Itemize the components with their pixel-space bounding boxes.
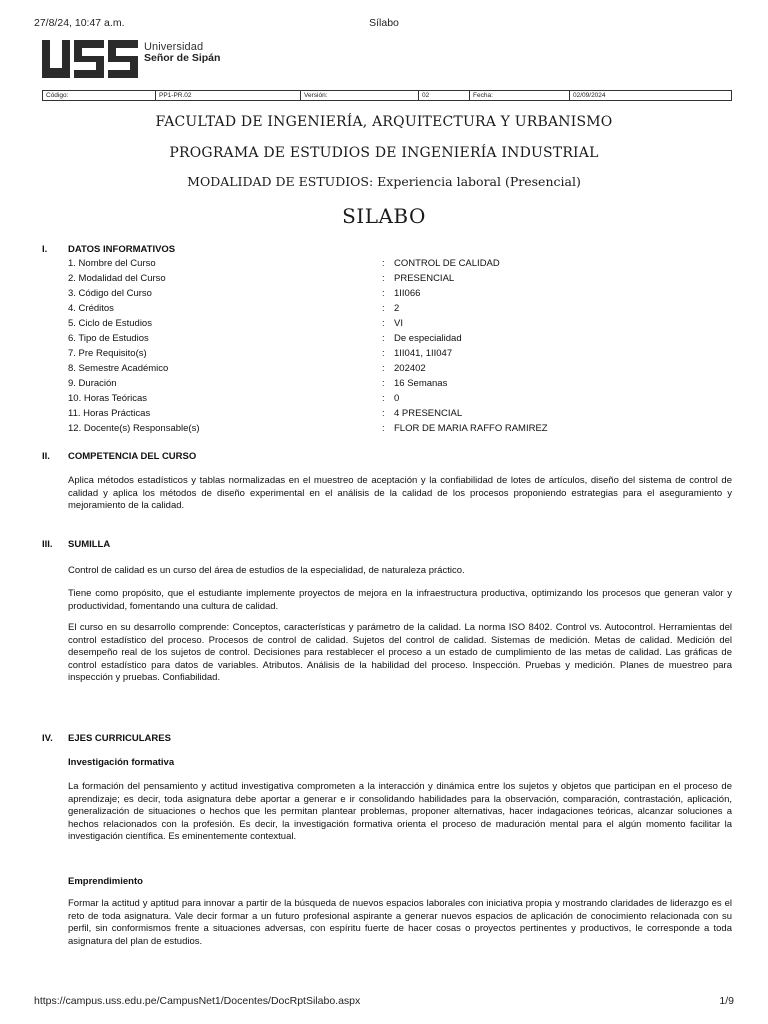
info-label: 8. Semestre Académico <box>68 363 169 374</box>
print-header <box>34 17 734 31</box>
info-label: 12. Docente(s) Responsable(s) <box>68 423 200 434</box>
info-value: 1II041, 1II047 <box>394 348 453 359</box>
university-logo <box>42 40 222 78</box>
fecha-value: 02/09/2024 <box>570 91 732 101</box>
print-page-title: Sílabo <box>369 17 399 29</box>
info-sep: : <box>382 348 385 359</box>
info-sep: : <box>382 363 385 374</box>
info-value: 16 Semanas <box>394 378 448 389</box>
info-sep: : <box>382 318 385 329</box>
section-number: III. <box>42 539 53 550</box>
info-label: 7. Pre Requisito(s) <box>68 348 147 359</box>
section-title: SUMILLA <box>68 539 111 550</box>
info-value: 1II066 <box>394 288 421 299</box>
info-sep: : <box>382 378 385 389</box>
section-heading-sumilla <box>42 539 110 550</box>
section-heading-ejes <box>42 733 171 744</box>
program-title: PROGRAMA DE ESTUDIOS DE INGENIERÍA INDUSTRIAL <box>169 145 599 161</box>
faculty-title: FACULTAD DE INGENIERÍA, ARQUITECTURA Y URBANISMO <box>155 114 613 130</box>
info-row <box>68 288 732 303</box>
info-row <box>68 423 732 438</box>
sumilla-paragraph-2: Tiene como propósito, que el estudiante implemente proyectos de mejora en la infraestructura productiva, optimizando los procesos que generan valor y productividad, fomentando una cultura de calidad. <box>68 588 732 612</box>
info-sep: : <box>382 258 385 269</box>
emprendimiento-heading: Emprendimiento <box>68 876 143 887</box>
sumilla-paragraph-3: El curso en su desarrollo comprende: Conceptos, características y parámetro de la calidad. La norma ISO 8402. Control vs. Autocontrol. Herramientas del control estadístico del proceso. Procesos de control de calidad. Sujetos del control de calidad. Sistemas de medición. Metas de calidad. Medición del desempeño real de los sujetos de control. Decisiones para restablecer el proceso a un estado de cumplimiento de las metas de calidad. Las gráficas de control estadístico para datos de variables. Atributos. Análisis de la habilidad del proceso. Inspección. Pruebas y medición. Planes de muestreo para inspección y pruebas. Confiabilidad. <box>68 622 732 683</box>
print-datetime: 27/8/24, 10:47 a.m. <box>34 17 125 29</box>
info-value: CONTROL DE CALIDAD <box>394 258 500 269</box>
version-value: 02 <box>419 91 470 101</box>
version-label: Versión: <box>301 91 419 101</box>
info-sep: : <box>382 333 385 344</box>
info-sep: : <box>382 393 385 404</box>
info-row <box>68 348 732 363</box>
print-footer <box>34 995 734 1009</box>
info-sep: : <box>382 273 385 284</box>
document-control-table <box>42 90 732 101</box>
info-value: FLOR DE MARIA RAFFO RAMIREZ <box>394 423 548 434</box>
info-row <box>68 378 732 393</box>
logo-line-1: Universidad <box>144 41 204 53</box>
info-label: 10. Horas Teóricas <box>68 393 148 404</box>
modality-title: MODALIDAD DE ESTUDIOS: Experiencia laboral (Presencial) <box>187 174 581 189</box>
logo-line-2: Señor de Sipán <box>144 52 221 64</box>
info-value: PRESENCIAL <box>394 273 455 284</box>
competencia-paragraph: Aplica métodos estadísticos y tablas normalizadas en el muestreo de aceptación y la confiabilidad de lotes de artículos, diseño del sistema de control de calidad y aplica los métodos de diseño experimental en el análisis de la calidad de los procesos proponiendo estrategias para el aseguramiento y mejoramiento de la calidad. <box>68 475 732 511</box>
info-sep: : <box>382 423 385 434</box>
codigo-label: Código: <box>43 91 156 101</box>
section-number: II. <box>42 451 50 462</box>
info-value: 4 PRESENCIAL <box>394 408 463 419</box>
info-row <box>68 258 732 273</box>
info-sep: : <box>382 408 385 419</box>
info-label: 5. Ciclo de Estudios <box>68 318 152 329</box>
info-sep: : <box>382 288 385 299</box>
investigacion-paragraph: La formación del pensamiento y actitud investigativa comprometen a la interacción y dinámica entre los sujetos y objetos que participan en el proceso de aprendizaje; es decir, toda asignatura debe aportar a generar e ir consolidando habilidades para la observación, comparación, contrastación, aplicación, generalización de situaciones o hechos que les permitan plantear problemas, proponer alternativas, hacer indagaciones teóricas, alcanzar soluciones a hechos relacionados con la profesión. Es decir, la investigación formativa orienta el proceso de maduración mental para el algún momento facilitar la investigación científica. Es eminentemente contextual. <box>68 781 732 842</box>
info-row <box>68 363 732 378</box>
info-row <box>68 333 732 348</box>
emprendimiento-paragraph: Formar la actitud y aptitud para innovar a partir de la búsqueda de nuevos espacios laborales con iniciativa propia y mostrando claridades de liderazgo es el reto de toda asignatura. Vale decir formar a un futuro profesional aspirante a generar nuevos espacios de aplicación de conocimiento relacionada con su perfil, sin conformismos frente a situaciones adversas, con espíritu fuerte de hacer cosas o proyectos pertinentes y productivos, le corresponde a toda asignatura del plan de estudios. <box>68 898 732 947</box>
section-number: IV. <box>42 733 53 744</box>
print-page-counter: 1/9 <box>719 995 734 1007</box>
section-title: COMPETENCIA DEL CURSO <box>68 451 197 462</box>
info-row <box>68 273 732 288</box>
info-sep: : <box>382 303 385 314</box>
print-url: https://campus.uss.edu.pe/CampusNet1/Docentes/DocRptSilabo.aspx <box>34 995 361 1007</box>
info-value: 2 <box>394 303 400 314</box>
codigo-value: PP1-PR.02 <box>156 91 301 101</box>
info-row <box>68 393 732 408</box>
info-label: 6. Tipo de Estudios <box>68 333 149 344</box>
info-label: 9. Duración <box>68 378 117 389</box>
section-title: DATOS INFORMATIVOS <box>68 244 176 255</box>
info-label: 3. Código del Curso <box>68 288 152 299</box>
info-value: 0 <box>394 393 400 404</box>
section-number: I. <box>42 244 48 255</box>
info-row <box>68 408 732 423</box>
section-heading-competencia <box>42 451 196 462</box>
section-heading-datos <box>42 244 175 255</box>
info-value: VI <box>394 318 403 329</box>
info-label: 11. Horas Prácticas <box>68 408 151 419</box>
info-value: 202402 <box>394 363 426 374</box>
investigacion-heading: Investigación formativa <box>68 757 175 768</box>
fecha-label: Fecha: <box>470 91 570 101</box>
info-label: 2. Modalidad del Curso <box>68 273 166 284</box>
info-row <box>68 318 732 333</box>
info-row <box>68 303 732 318</box>
document-title: SILABO <box>342 204 426 228</box>
info-value: De especialidad <box>394 333 462 344</box>
uss-logo-mark <box>42 40 138 78</box>
section-title: EJES CURRICULARES <box>68 733 171 744</box>
sumilla-paragraph-1: Control de calidad es un curso del área de estudios de la especialidad, de naturaleza práctico. <box>68 565 465 576</box>
course-info-list <box>68 258 732 438</box>
info-label: 1. Nombre del Curso <box>68 258 156 269</box>
info-label: 4. Créditos <box>68 303 114 314</box>
